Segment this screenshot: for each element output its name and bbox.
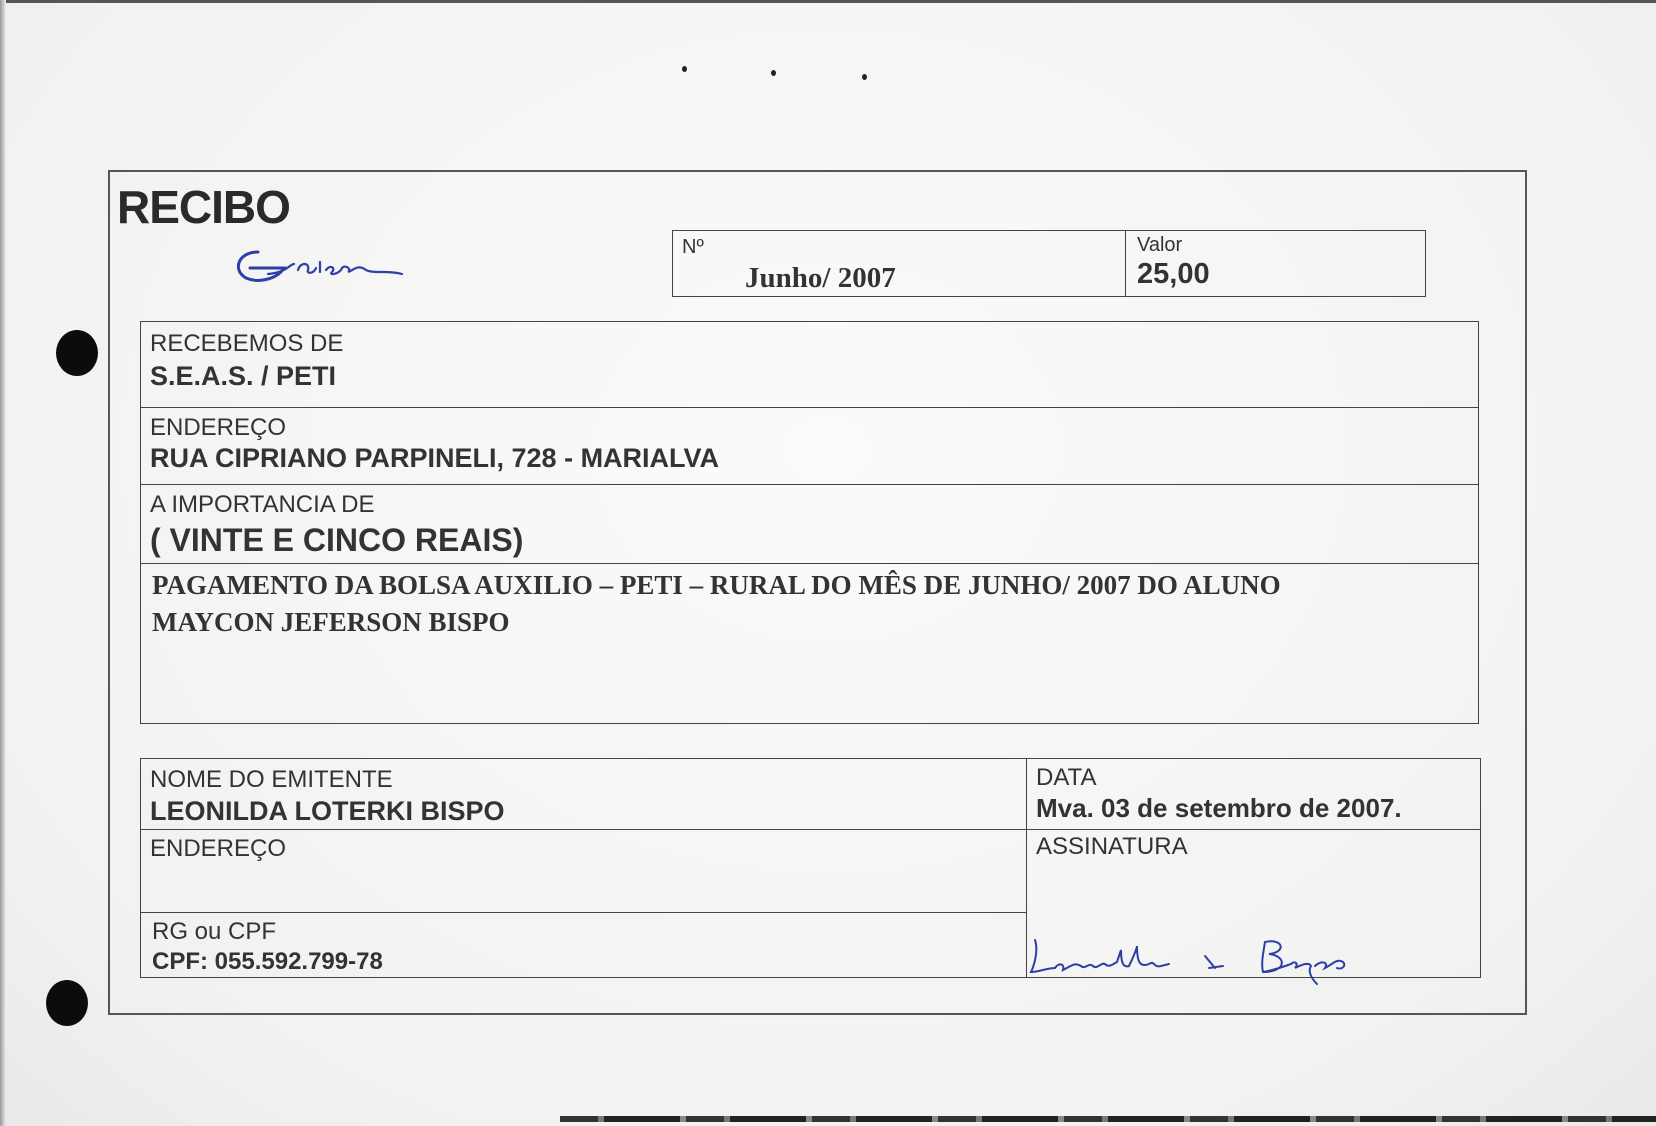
speck — [862, 74, 867, 80]
recebemos-value: S.E.A.S. / PETI — [150, 361, 337, 391]
numero-value: Junho/ 2007 — [745, 262, 896, 294]
recebemos-label: RECEBEMOS DE — [150, 330, 344, 357]
punch-hole-bottom — [46, 980, 88, 1026]
referente-line-1: PAGAMENTO DA BOLSA AUXILIO – PETI – RURAL DO MÊS DE JUNHO/ 2007 DO ALUNO — [152, 570, 1281, 600]
divider — [140, 563, 1479, 564]
scan-edge-bottom — [560, 1116, 1656, 1122]
divider — [1125, 230, 1126, 297]
endereco-label: ENDEREÇO — [150, 414, 287, 441]
divider — [140, 829, 1481, 830]
nome-emitente-value: LEONILDA LOTERKI BISPO — [150, 796, 505, 826]
rg-cpf-label: RG ou CPF — [152, 918, 277, 945]
data-value: Mva. 03 de setembro de 2007. — [1036, 793, 1402, 823]
data-label: DATA — [1036, 764, 1097, 791]
numero-label: Nº — [682, 236, 704, 258]
valor-value: 25,00 — [1137, 258, 1210, 290]
punch-hole-top — [56, 330, 98, 376]
speck — [682, 66, 687, 72]
scan-edge-top — [0, 0, 1656, 3]
receipt-title: RECIBO — [117, 181, 290, 233]
divider — [140, 407, 1479, 408]
signature — [1025, 928, 1365, 988]
valor-label: Valor — [1137, 234, 1183, 256]
assinatura-label: ASSINATURA — [1036, 833, 1188, 860]
cpf-value: CPF: 055.592.799-78 — [152, 948, 383, 975]
importancia-value: ( VINTE E CINCO REAIS) — [150, 522, 524, 558]
importancia-label: A IMPORTANCIA DE — [150, 491, 375, 518]
divider — [140, 912, 1026, 913]
speck — [771, 70, 776, 76]
handwritten-note — [228, 240, 428, 290]
referente-line-2: MAYCON JEFERSON BISPO — [152, 607, 510, 637]
divider — [140, 484, 1479, 485]
emitente-endereco-label: ENDEREÇO — [150, 835, 287, 862]
nome-emitente-label: NOME DO EMITENTE — [150, 766, 393, 793]
scan-edge-left — [0, 0, 6, 1126]
endereco-value: RUA CIPRIANO PARPINELI, 728 - MARIALVA — [150, 443, 720, 473]
